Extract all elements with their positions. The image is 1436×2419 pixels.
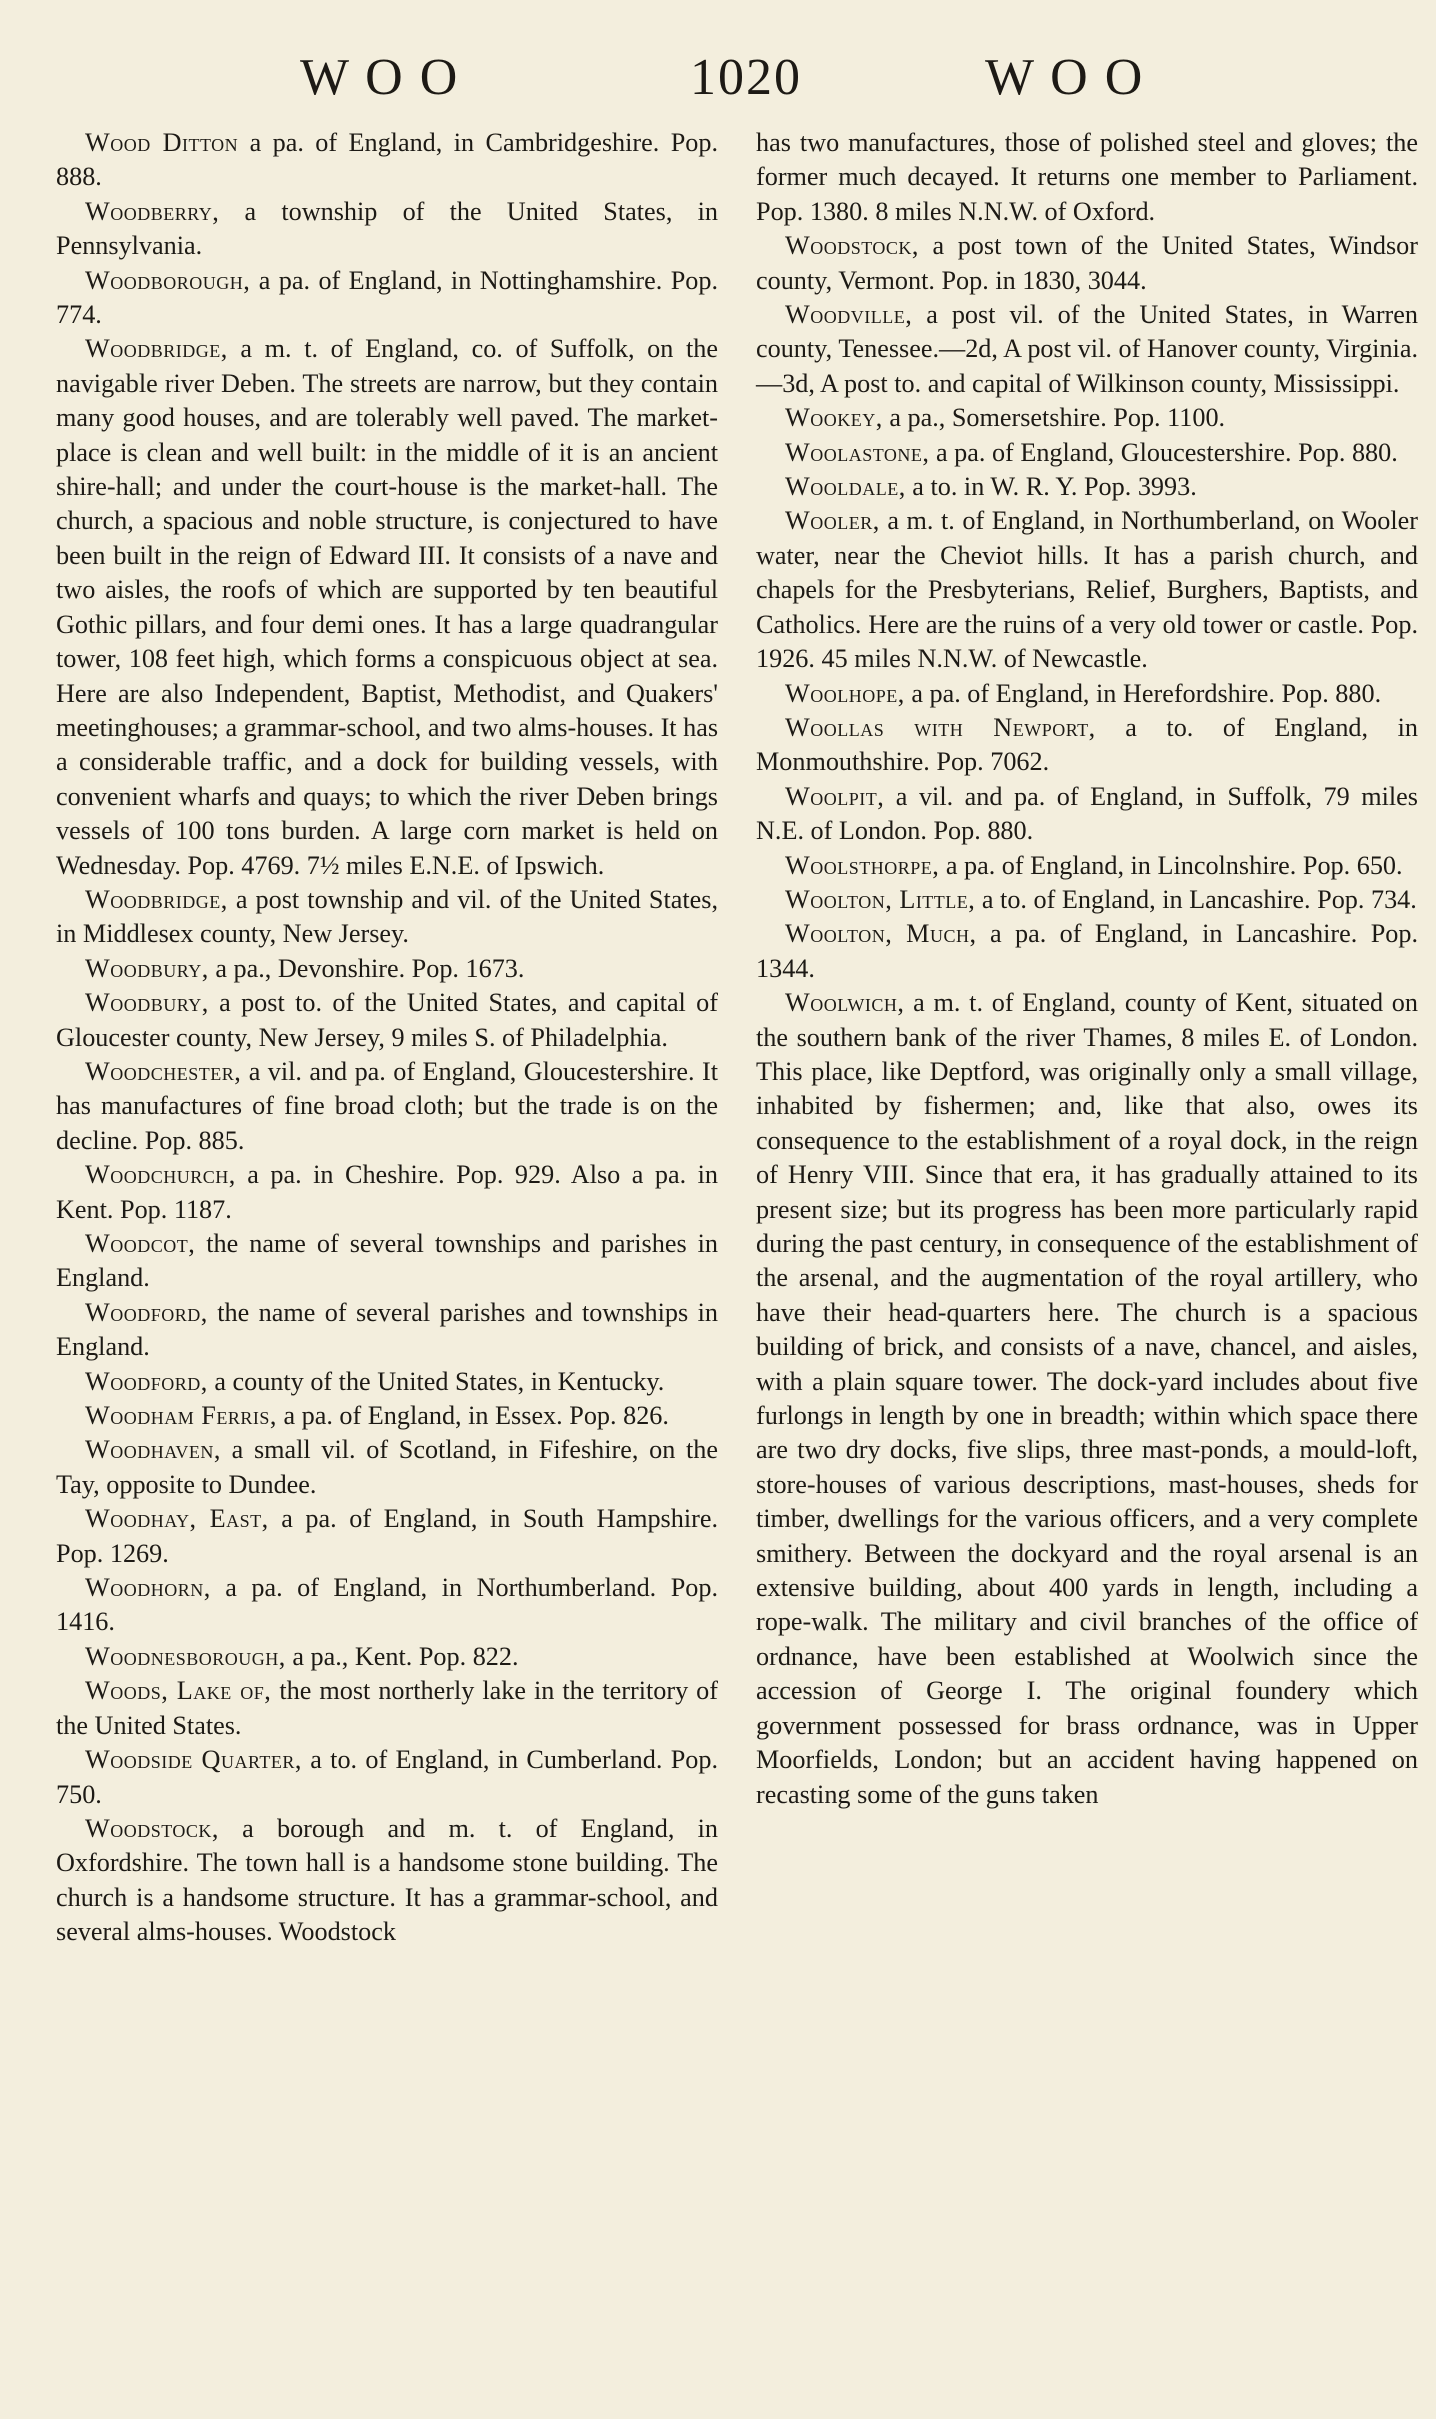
entry-headword: Woodcot, (85, 1229, 196, 1258)
entry-headword: Woolsthorpe, (785, 850, 940, 880)
entry-headword: Woodhay, East, (85, 1504, 269, 1534)
header-left-guide: W O O (300, 49, 460, 106)
gazetteer-entry (756, 436, 1418, 470)
gazetteer-entry (56, 986, 718, 1055)
gazetteer-entry (56, 883, 718, 952)
entry-text: a vil. and pa. of England, Gloucestershire. It has manufactures of fine broad cloth; but the trade is on the decline. Pop. 885. (56, 1056, 718, 1155)
gazetteer-entry (56, 1502, 718, 1571)
entry-text: has two manufactures, those of polished steel and gloves; the former much decayed. It returns one member to Parliament. Pop. 1380. 8 miles N.N.W. of Oxford. (756, 128, 1418, 226)
entry-headword: Woolpit, (785, 781, 885, 811)
gazetteer-entry (56, 195, 718, 264)
entry-text: a borough and m. t. of England, in Oxfordshire. The town hall is a handsome stone building. The church is a handsome structure. It has a grammar-school, and several alms-houses. Woodstock (56, 1813, 718, 1947)
gazetteer-entry (56, 1674, 718, 1743)
entry-text: a vil. and pa. of England, in Suffolk, 79 miles N.E. of London. Pop. 880. (756, 781, 1418, 846)
gazetteer-entry (56, 126, 718, 195)
entry-text: a pa. of England, in South Hampshire. Pop. 1269. (56, 1504, 718, 1568)
entry-headword: Woodbridge, (85, 884, 228, 914)
gazetteer-entry (56, 952, 718, 986)
entry-text: a to. of England, in Monmouthshire. Pop. 7062. (756, 712, 1418, 777)
entry-headword: Woodnesborough, (85, 1641, 286, 1671)
entry-headword: Woodbury, (85, 988, 209, 1018)
entry-headword: Woolton, Much, (785, 919, 977, 949)
entry-text: a county of the United States, in Kentucky. (207, 1366, 665, 1396)
gazetteer-entry (756, 917, 1418, 986)
gazetteer-entry (756, 229, 1418, 298)
entry-headword: Woodhorn, (85, 1573, 211, 1603)
gazetteer-entry (56, 1640, 718, 1674)
gazetteer-entry (756, 401, 1418, 435)
gazetteer-entry (756, 298, 1418, 401)
entry-text: a post vil. of the United States, in Warren county, Tenessee.—2d, A post vil. of Hanover county, Virginia.—3d, A post to. and capital of Wilkinson county, Mississippi. (756, 300, 1418, 398)
entry-text: a pa. of England, Gloucestershire. Pop. 880. (929, 437, 1398, 467)
entry-text: a pa., Somersetshire. Pop. 1100. (882, 403, 1226, 433)
gazetteer-entry (756, 504, 1418, 676)
entry-headword: Wooler, (785, 506, 880, 536)
gazetteer-entry (56, 1158, 718, 1227)
entry-headword: Woodstock, (85, 1813, 219, 1843)
entry-headword: Woodchurch, (85, 1160, 236, 1190)
entry-text: a to. of England, in Lancashire. Pop. 734. (975, 884, 1417, 914)
running-header (0, 48, 1436, 110)
gazetteer-entry (56, 1571, 718, 1640)
entry-headword: Woollas with Newport, (785, 712, 1096, 742)
entry-text: a m. t. of England, co. of Suffolk, on the navigable river Deben. The streets are narrow, but they contain many good houses, and are tolerably well paved. The market-place is clean and well built: in the middle of it is an ancient shire-hall; and under the court-house is the market-hall. The church, a spacious and noble structure, is conjectured to have been built in the reign of Edward III. It consists of a nave and two aisles, the roofs of which are supported by ten beautiful Gothic pillars, and four demi ones. It has a large quadrangular tower, 108 feet high, which forms a conspicuous object at sea. Here are also Independent, Baptist, Methodist, and Quakers' meetinghouses; a grammar-school, and two alms-houses. It has a considerable traffic, and a dock for building vessels, with convenient wharfs and quays; to which the river Deben brings vessels of 100 tons burden. A large corn market is held on Wednesday. Pop. 4769. 7½ miles E.N.E. of Ipswich. (56, 334, 719, 880)
entry-headword: Wooldale, (785, 472, 906, 502)
left-column (56, 126, 718, 1950)
gazetteer-entry (756, 126, 1418, 229)
entry-text: a township of the United States, in Pennsylvania. (56, 196, 718, 261)
gazetteer-entry (56, 1055, 718, 1158)
gazetteer-entry (756, 986, 1418, 1812)
gazetteer-entry (756, 883, 1418, 917)
entry-headword: Woodchester, (85, 1056, 242, 1086)
entry-text: a pa. of England, in Herefordshire. Pop. 880. (904, 678, 1382, 708)
entry-text: a pa. of England, in Nottinghamshire. Pop. 774. (56, 265, 718, 330)
gazetteer-entry (56, 332, 718, 883)
entry-headword: Woodside Quarter, (85, 1745, 302, 1775)
gazetteer-entry (756, 780, 1418, 849)
entry-text: a pa., Devonshire. Pop. 1673. (208, 953, 525, 983)
entry-text: the name of several parishes and townships in England. (56, 1297, 718, 1362)
entry-text: a to. in W. R. Y. Pop. 3993. (905, 472, 1197, 502)
entry-headword: Woodstock, (785, 231, 919, 261)
gazetteer-entry (56, 1296, 718, 1365)
entry-text: a pa. of England, in Lancashire. Pop. 1344. (756, 919, 1419, 983)
entry-text: a pa. of England, in Cambridgeshire. Pop. 888. (56, 128, 718, 192)
entry-text: a pa. in Cheshire. Pop. 929. Also a pa. in Kent. Pop. 1187. (56, 1160, 718, 1224)
entry-headword: Woodford, (85, 1297, 208, 1327)
entry-text: a small vil. of Scotland, in Fifeshire, on the Tay, opposite to Dundee. (56, 1435, 718, 1499)
entry-text: a pa. of England, in Essex. Pop. 826. (276, 1401, 669, 1431)
gazetteer-entry (756, 677, 1418, 711)
entry-headword: Woolastone, (785, 437, 930, 467)
entry-headword: Woodbury, (85, 953, 209, 983)
entry-text: a post to. of the United States, and capital of Gloucester county, New Jersey, 9 miles S. of Philadelphia. (56, 988, 718, 1052)
entry-text: a to. of England, in Cumberland. Pop. 750. (56, 1745, 719, 1809)
entry-headword: Woodbridge, (85, 334, 228, 364)
entry-text: a pa. of England, in Northumberland. Pop. 1416. (56, 1573, 718, 1637)
gazetteer-entry (56, 1227, 718, 1296)
entry-headword: Woolton, Little, (785, 884, 976, 914)
entry-text: a pa. of England, in Lincolnshire. Pop. 650. (939, 850, 1403, 880)
entry-headword: Wookey, (785, 403, 883, 433)
entry-headword: Woodford, (85, 1366, 208, 1396)
page-number: 1020 (690, 49, 802, 106)
entry-headword: Woolwich, (785, 988, 905, 1018)
gazetteer-entry (56, 1433, 718, 1502)
gazetteer-entry (56, 1399, 718, 1433)
entry-headword: Woodhaven, (85, 1435, 221, 1465)
entry-headword: Woodborough, (85, 265, 251, 295)
entry-text: a post township and vil. of the United States, in Middlesex county, New Jersey. (56, 884, 718, 949)
gazetteer-entry (56, 1743, 718, 1812)
header-right-guide: W O O (985, 49, 1145, 106)
entry-headword: Woods, Lake of, (85, 1676, 272, 1706)
entry-text: the name of several townships and parishes in England. (56, 1229, 718, 1293)
gazetteer-entry (56, 1812, 718, 1950)
entry-text: a m. t. of England, in Northumberland, on Wooler water, near the Cheviot hills. It has a parish church, and chapels for the Presbyterians, Relief, Burghers, Baptists, and Catholics. Here are the ruins of a very old tower or castle. Pop. 1926. 45 miles N.N.W. of Newcastle. (756, 506, 1418, 674)
gazetteer-entry (756, 849, 1418, 883)
gazetteer-entry (56, 1365, 718, 1399)
entry-headword: Wood Ditton (85, 128, 239, 157)
entry-headword: Woodberry, (85, 196, 220, 226)
entry-text: a m. t. of England, county of Kent, situated on the southern bank of the river Thames, 8 miles E. of London. This place, like Deptford, was originally only a small village, inhabited by fishermen; and, like that also, owes its consequence to the establishment of a royal dock, in the reign of Henry VIII. Since that era, it has gradually attained to its present size; but its progress has been more particularly rapid during the past century, in consequence of the establishment of the arsenal, and the augmentation of the royal artillery, who have their head-quarters here. The church is a spacious building of brick, and consists of a nave, chancel, and aisles, with a plain square tower. The dock-yard includes about five furlongs in length by one in breadth; within which space there are two dry docks, five slips, three mast-ponds, a mould-loft, store-houses of various descriptions, mast-houses, sheds for timber, dwellings for the various officers, and a very complete smithery. Between the dockyard and the royal arsenal is an extensive building, about 400 yards in length, including a rope-walk. The military and civil branches of the office of ordnance, have been established at Woolwich since the accession of George I. The original foundery which government possessed for brass ordnance, was in Upper Moorfields, London; but an accident having happened on recasting some of the guns taken (756, 988, 1418, 1809)
entry-headword: Woodville, (785, 300, 913, 330)
right-column (756, 126, 1418, 1812)
entry-headword: Woodham Ferris, (85, 1401, 277, 1431)
gazetteer-entry (756, 470, 1418, 504)
entry-text: a post town of the United States, Windsor county, Vermont. Pop. in 1830, 3044. (756, 231, 1418, 295)
gazetteer-entry (756, 711, 1418, 780)
entry-text: the most northerly lake in the territory of the United States. (56, 1676, 718, 1740)
entry-text: a pa., Kent. Pop. 822. (285, 1641, 519, 1671)
entry-headword: Woolhope, (785, 678, 905, 708)
gazetteer-entry (56, 264, 718, 333)
